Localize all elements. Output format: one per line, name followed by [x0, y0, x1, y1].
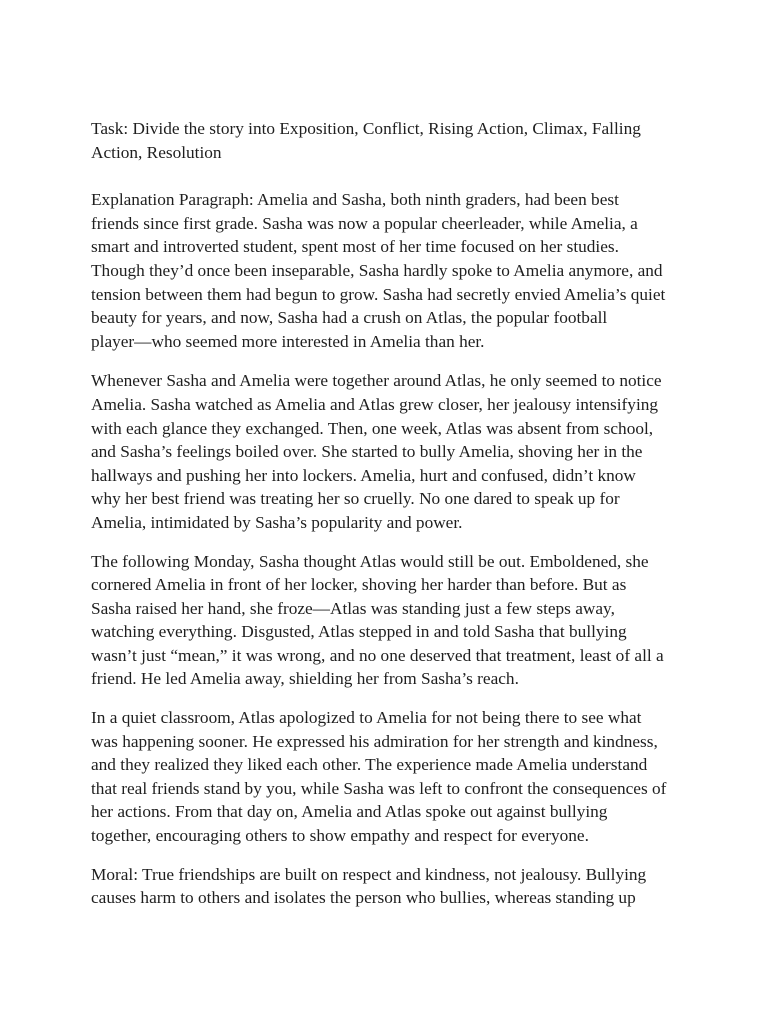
paragraph-spacer: [91, 691, 680, 706]
paragraph-spacer: [91, 535, 680, 550]
paragraph-spacer: [91, 353, 680, 369]
task-paragraph: Task: Divide the story into Exposition, Conflict, Rising Action, Climax, Falling Action, Resolution: [91, 119, 641, 162]
paragraph-spacer: [91, 848, 680, 863]
story-paragraph-4: In a quiet classroom, Atlas apologized to Amelia for not being there to see what was happening sooner. He expressed his admiration for her strength and kindness, and they realized they liked each other. The experience made Amelia understand that real friends stand by you, while Sasha was left to confront the consequences of her actions. From that day on, Amelia and Atlas spoke out against bullying together, encouraging others to show empathy and respect for everyone.: [91, 708, 667, 846]
paragraph-spacer: [91, 164, 680, 188]
explanation-paragraph: Explanation Paragraph: Amelia and Sasha, both ninth graders, had been best friends since first grade. Sasha was now a popular cheerleader, while Amelia, a smart and introverted student, spent most of her time focused on her studies. Though they’d once been inseparable, Sasha hardly spoke to Amelia anymore, and tension between them had begun to grow. Sasha had secretly envied Amelia’s quiet beauty for years, and now, Sasha had a crush on Atlas, the popular football player—who seemed more interested in Amelia than her.: [91, 190, 666, 351]
story-paragraph-3: The following Monday, Sasha thought Atlas would still be out. Emboldened, she cornered Amelia in front of her locker, shoving her harder than before. But as Sasha raised her hand, she froze—Atlas was standing just a few steps away, watching everything. Disgusted, Atlas stepped in and told Sasha that bullying wasn’t just “mean,” it was wrong, and no one deserved that treatment, least of all a friend. He led Amelia away, shielding her from Sasha’s reach.: [91, 551, 664, 689]
moral-paragraph: Moral: True friendships are built on respect and kindness, not jealousy. Bullying causes harm to others and isolates the person who bullies, whereas standing up: [91, 864, 647, 908]
story-paragraph-2: Whenever Sasha and Amelia were together around Atlas, he only seemed to notice Amelia. Sasha watched as Amelia and Atlas grew closer, her jealousy intensifying with each glance they exchanged. Then, one week, Atlas was absent from school, and Sasha’s feelings boiled over. She started to bully Amelia, shoving her in the hallways and pushing her into lockers. Amelia, hurt and confused, didn’t know why her best friend was treating her so cruelly. No one dared to speak up for Amelia, intimidated by Sasha’s popularity and power.: [91, 371, 662, 532]
